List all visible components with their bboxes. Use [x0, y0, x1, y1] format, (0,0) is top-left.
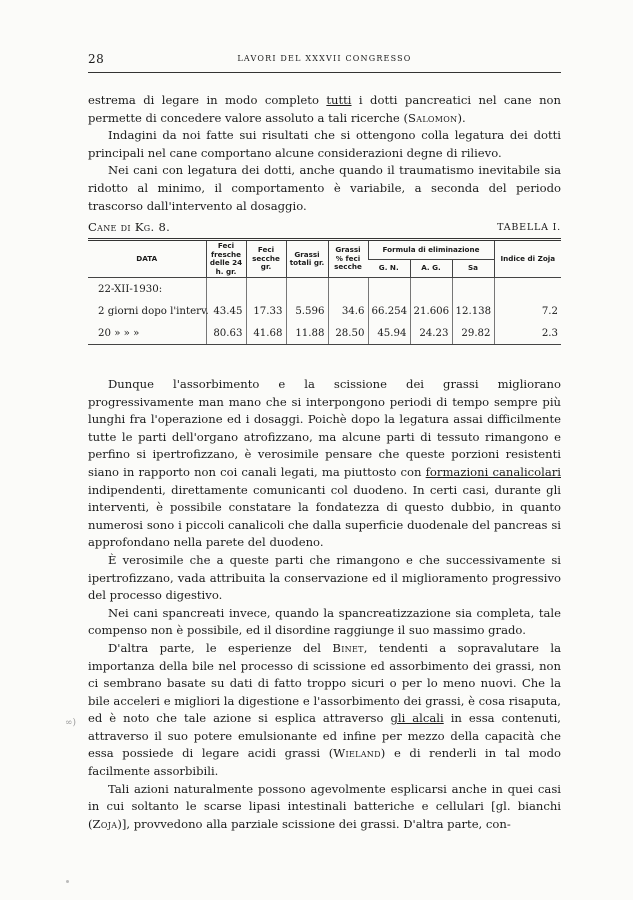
table-row: [88, 322, 561, 345]
col-header-data: DATA: [88, 240, 206, 278]
table-cell: 34.6: [328, 300, 368, 322]
paragraph: Tali azioni naturalmente possono agevolmente esplicarsi anche in quei casi in cui soltanto le scarse lipasi intestinali batteriche e cellulari [gl. bianchi (Zoja)], provvedono alla parziale scissione dei grassi. D'altra parte, con-: [88, 781, 561, 831]
col-header-grassi-totali: Grassi totali gr.: [286, 240, 328, 278]
paragraph: Nei cani con legatura dei dotti, anche quando il traumatismo inevitabile sia ridotto al minimo, il comportamento è variabile, a seconda del periodo trascorso dall'intervento al dosaggio.: [88, 163, 561, 213]
page-number: 28: [88, 52, 105, 66]
paragraph: Dunque l'assorbimento e la scissione dei grassi migliorano progressivamente man mano che si interpongono periodi di tempo sempre più lunghi fra l'operazione ed i dosaggi. Poichè dopo la legatura assai difficilmente tutte le parti dell'organo atrofizzano, ma alcune parti di tessuto rimangono e perfino si ipertrofizzano, è verosimile pensare che queste porzioni resistenti siano in rapporto non coi canali legati, ma piuttosto con formazioni canalicolari indipendenti, direttamente comunicanti col duodeno. In certi casi, durante gli interventi, è possibile constatare la fondatezza di questo dubbio, in quanto numerosi sono i piccoli canalicoli che dalla superficie duodenale del pancreas si approfondano nella parete del duodeno.: [88, 377, 561, 550]
intro-text: [88, 92, 561, 215]
table-cell: 12.138: [452, 300, 494, 322]
running-title: LAVORI DEL XXXVII CONGRESSO: [237, 54, 412, 63]
paragraph: estrema di legare in modo completo tutti i dotti pancreatici nel cane non permette di concedere valore assoluto a tali ricerche (Salomon).: [88, 93, 561, 125]
col-header-ag: A. G.: [410, 259, 452, 277]
table-cell: 66.254: [368, 300, 410, 322]
col-header-feci-fresche: Feci fresche delle 24 h. gr.: [206, 240, 246, 278]
margin-annotation-mark: ∞): [65, 718, 77, 728]
paragraph: È verosimile che a queste parti che rimangono e che successivamente si ipertrofizzano, vada attribuita la conservazione ed il miglioramento progressivo del processo digestivo.: [88, 552, 561, 603]
paragraph: D'altra parte, le esperienze del Binet, tendenti a sopravalutare la importanza della bile nel processo di scissione ed assorbimento dei grassi, non ci sembrano basate su dati di fatto troppo sicuri o per lo meno nuovi. Che la bile acceleri e migliori la digestione e l'assorbimento dei grassi, è cosa risaputa, ed è noto che tale azione si esplica attraverso gli alcali in essa contenuti, attraverso il suo potere emulsionante ed infine per mezzo della capacità che essa possiede di legare acidi grassi (Wieland) e di renderli in tal modo facilmente assorbibili.: [88, 640, 561, 779]
paragraph: Indagini da noi fatte sui risultati che si ottengono colla legatura dei dotti principali nel cane comportano alcune considerazioni degne di rilievo.: [88, 128, 561, 160]
table-cell: 2 giorni dopo l'interv.: [98, 305, 209, 317]
data-table: [88, 238, 561, 345]
table-cell-date: 22-XII-1930:: [98, 283, 163, 295]
table-cell: 17.33: [246, 300, 286, 322]
col-header-gn: G. N.: [368, 259, 410, 277]
table-cell: 41.68: [246, 322, 286, 345]
col-header-formula: Formula di eliminazione: [368, 240, 494, 260]
table-cell: 2.3: [494, 322, 561, 345]
col-header-feci-secche: Feci secche gr.: [246, 240, 286, 278]
table-cell: 7.2: [494, 300, 561, 322]
table-cell: 80.63: [206, 322, 246, 345]
table-cell: 5.596: [286, 300, 328, 322]
table-row: [88, 300, 561, 322]
table-cell: 20 » » »: [88, 322, 206, 345]
page-header: [88, 50, 561, 70]
table-cell: 24.23: [410, 322, 452, 345]
body-text: [88, 376, 561, 833]
table-cell: 11.88: [286, 322, 328, 345]
table-row: [88, 278, 561, 301]
table-cell: 21.606: [410, 300, 452, 322]
header-rule: [88, 72, 561, 73]
table-cell: 43.45: [206, 300, 246, 322]
col-header-sa: Sa: [452, 259, 494, 277]
table-caption-right: TABELLA I.: [497, 222, 561, 233]
paragraph: Nei cani spancreati invece, quando la spancreatizzazione sia completa, tale compenso non è possibile, ed il disordine raggiunge il suo massimo grado.: [88, 605, 561, 638]
table-caption-left: Cane di Kg. 8.: [88, 220, 171, 234]
col-header-indice: Indice di Zoja: [494, 240, 561, 278]
table-caption: [88, 220, 561, 236]
col-header-grassi-pct: Grassi % feci secche: [328, 240, 368, 278]
table-cell: 29.82: [452, 322, 494, 345]
scan-speck: [66, 880, 69, 883]
table-cell: 28.50: [328, 322, 368, 345]
table-cell: 45.94: [368, 322, 410, 345]
